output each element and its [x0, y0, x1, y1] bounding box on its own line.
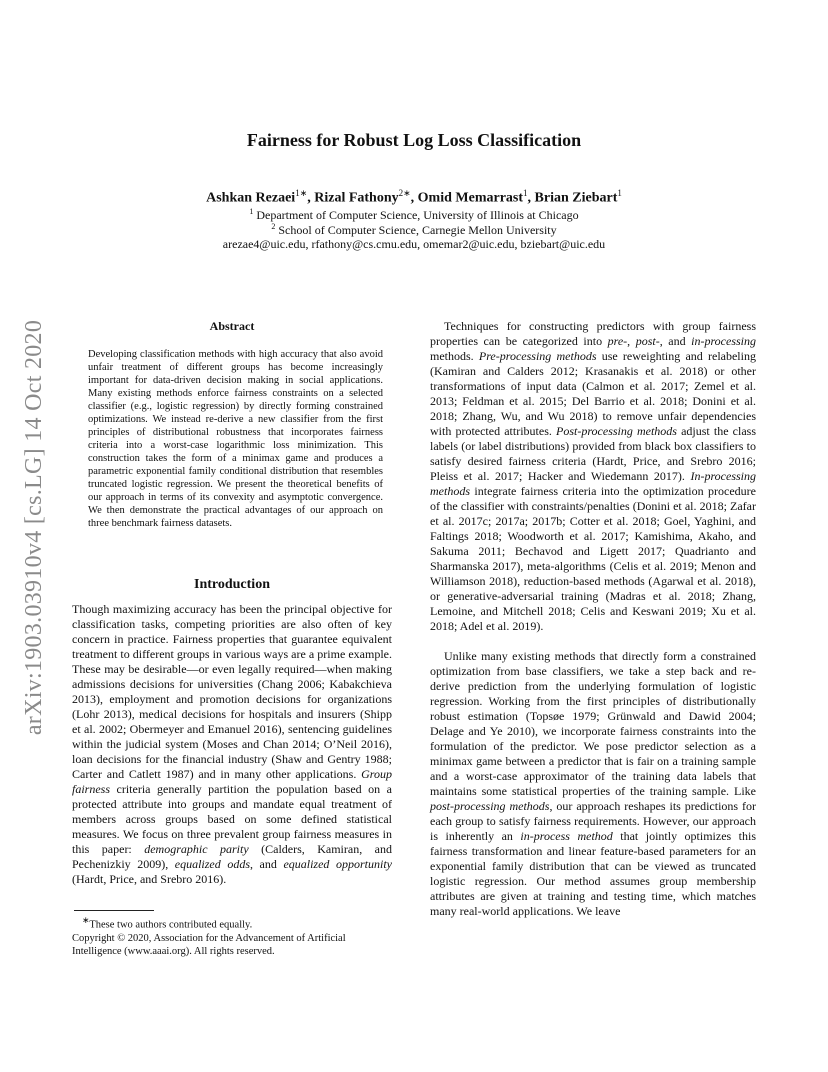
- intro-paragraph-1: Though maximizing accuracy has been the principal objective for classification tasks, competing priorities are also often of key concern in practice. Fairness properties that guarantee equivalent treatment to different groups in various ways are a prime example. These may be desirable—or even legally required—when making admissions decisions for universities (Chang 2006; Kabakchieva 2013), employment and promotion decisions for organizations (Lohr 2013), medical decisions for hospitals and insurers (Shipp et al. 2002; Obermeyer and Emanuel 2016), sentencing guidelines within the judicial system (Moses and Chan 2014; O’Neil 2016), loan decisions for the financial industry (Shaw and Gentry 1988; Carter and Catlett 1987) and in many other applications. Group fairness criteria generally partition the population based on a protected attribute into groups and mandate equal treatment of members across groups based on some defined statistical measures. We focus on three prevalent group fairness measures in this paper: demographic parity (Calders, Kamiran, and Pechenizkiy 2009), equalized odds, and equalized opportunity (Hardt, Price, and Srebro 2016).: [72, 602, 392, 886]
- footnote-rule: [74, 910, 154, 911]
- author-mark: 1: [523, 188, 528, 198]
- introduction-heading: Introduction: [194, 577, 270, 592]
- paper-title: Fairness for Robust Log Loss Classification: [246, 130, 582, 150]
- footnote: [72, 914, 392, 958]
- affiliation-1: [0, 207, 828, 223]
- author-name: Ashkan Rezaei: [206, 190, 296, 206]
- author-name: Brian Ziebart: [534, 190, 618, 206]
- intro-paragraph-2: Techniques for constructing predictors with group fairness properties can be categorized into pre-, post-, and in-processing methods. Pre-processing methods use reweighting and relabeling (Kamiran and Calders 2012; Krasanakis et al. 2018) or other transformations of input data (Calmon et al. 2017; Zemel et al. 2013; Feldman et al. 2015; Del Barrio et al. 2018; Donini et al. 2018; Zhang, Wu, and Wu 2018) to remove unfair dependencies with protected attributes. Post-processing methods adjust the class labels (or label distributions) provided from black box classifiers to satisfy desired fairness criteria (Hardt, Price, and Srebro 2016; Pleiss et al. 2017; Hacker and Wiedemann 2017). In-processing methods integrate fairness criteria into the optimization procedure of the classifier with constraints/penalties (Donini et al. 2018; Zafar et al. 2017c; 2017a; 2017b; Cotter et al. 2018; Goel, Yaghini, and Faltings 2018; Woodworth et al. 2017; Kamishima, Akaho, and Sakuma 2011; Bechavod and Ligett 2017; Quadrianto and Sharmanska 2017), meta-algorithms (Celis et al. 2019; Menon and Williamson 2018), reduction-based methods (Agarwal et al. 2018), or generative-adversarial training (Madras et al. 2018; Zhang, Lemoine, and Mitchell 2018; Celis and Keswani 2019; Xu et al. 2018; Adel et al. 2019).: [430, 319, 756, 633]
- affiliation-2: [0, 222, 828, 238]
- author-mark: 1: [617, 188, 622, 198]
- author-name: Omid Memarrast: [417, 190, 524, 206]
- author-mark: 1∗: [295, 188, 308, 198]
- affiliation-text: Department of Computer Science, University of Illinois at Chicago: [253, 208, 579, 222]
- affiliation-text: School of Computer Science, Carnegie Mellon University: [275, 223, 557, 237]
- right-column-body: [430, 319, 756, 919]
- copyright-note: Copyright © 2020, Association for the Advancement of Artificial Intelligence (www.aaai.org). All rights reserved.: [72, 932, 346, 957]
- arxiv-stamp: [6, 290, 64, 765]
- abstract-paragraph: Developing classification methods with high accuracy that also avoid unfair treatment of different groups has become increasingly important for data-driven decision making in social applications. Many existing methods enforce fairness constraints on a selected classifier (e.g., logistic regression) by directly forming constrained optimizations. We instead re-derive a new classifier from the first principles of distributional robustness that incorporates fairness criteria into a worst-case logarithmic loss minimization. This construction takes the form of a minimax game and produces a parametric exponential family conditional distribution that resembles truncated logistic regression. We present the theoretical benefits of our approach in terms of its convexity and asymptotic convergence. We then demonstrate the practical advantages of our approach on three benchmark fairness datasets.: [88, 349, 383, 529]
- affiliation-mark: 1: [249, 207, 254, 216]
- author-name: Rizal Fathony: [314, 190, 399, 206]
- author-mark: 2∗: [398, 188, 411, 198]
- arxiv-id: arXiv:1903.03910v4 [cs.LG] 14 Oct 2020: [21, 319, 48, 736]
- abstract-text: [88, 348, 383, 530]
- author-emails: arezae4@uic.edu, rfathony@cs.cmu.edu, omemar2@uic.edu, bziebart@uic.edu: [222, 237, 606, 251]
- left-column-body: [72, 602, 392, 887]
- affiliation-mark: 2: [271, 222, 276, 231]
- author-list: Ashkan Rezaei$^{1∗}$, Rizal Fathony$^{2∗}$, Omid Memarrast$^1$, Brian Ziebart$^1$: [206, 188, 622, 206]
- abstract-heading: Abstract: [209, 319, 255, 333]
- intro-paragraph-3: Unlike many existing methods that directly form a constrained optimization from base classifiers, we take a step back and re-derive prediction from the underlying formulation of logistic regression. Working from the first principles of distributionally robust estimation (Topsøe 1979; Grünwald and Dawid 2004; Delage and Ye 2010), we incorporate fairness constraints into the formulation of the predictor. We pose predictor selection as a minimax game between a predictor that is fair on a training sample and a worst-case approximator of the training data labels that maintains some statistical properties of the training sample. Like post-processing methods, our approach reshapes its predictions for each group to satisfy fairness requirements. However, our approach is inherently an in-process method that jointly optimizes this fairness transformation and linear feature-based parameters for an exponential family distribution that can be viewed as truncated logistic regression. Our method assumes group membership attributes are given at training and testing time, which matches many real-world applications. We leave: [430, 649, 757, 918]
- equal-contribution-note: ∗These two authors contributed equally.: [82, 915, 253, 931]
